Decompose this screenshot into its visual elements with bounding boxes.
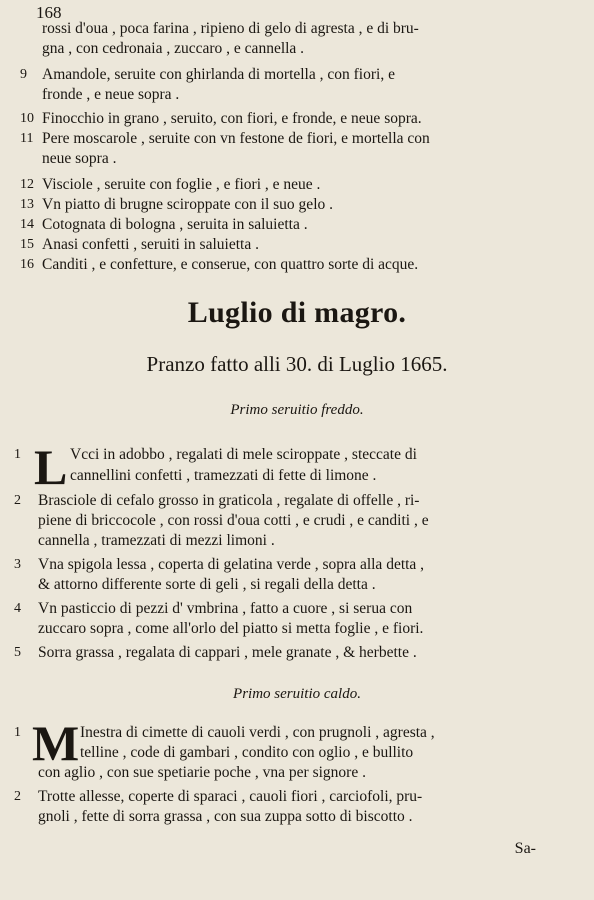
item-number: 9 [20, 67, 27, 82]
list-line: Vn pasticcio di pezzi d' vmbrina , fatto a cuore , si serua con [38, 600, 413, 617]
drop-cap: L [34, 439, 68, 495]
list-line: Finocchio in grano , seruito, con fiori, e fronde, e neue sopra. [42, 110, 422, 127]
list-line: piene di briccocole , con rossi d'oua cotti , e crudi , e canditi , e [38, 512, 429, 529]
list-line: gna , con cedronaia , zuccaro , e cannella . [42, 40, 305, 57]
list-line: fronde , e neue sopra . [42, 86, 180, 103]
subtitle: Pranzo fatto alli 30. di Luglio 1665. [146, 352, 448, 376]
item-number: 16 [20, 257, 34, 272]
list-line: Cotognata di bologna , seruita in saluietta . [42, 216, 308, 233]
section-heading-hot: Primo seruitio caldo. [233, 686, 361, 702]
drop-cap: M [32, 715, 80, 771]
list-line: Pere moscarole , seruite con vn festone de fiori, e mortella con [42, 130, 430, 147]
list-line: Amandole, seruite con ghirlanda di mortella , con fiori, e [42, 66, 395, 83]
list-line: Anasi confetti , seruiti in saluietta . [42, 236, 259, 253]
page-title: Luglio di magro. [187, 296, 407, 329]
item-number: 13 [20, 197, 34, 212]
item-number: 2 [14, 493, 21, 508]
list-line: & attorno differente sorte di geli , si regali della detta . [38, 576, 376, 593]
list-line: zuccaro sopra , come all'orlo del piatto si metta foglie , e fiori. [38, 620, 424, 637]
item-number: 3 [14, 557, 21, 572]
item-number: 15 [20, 237, 34, 252]
item-number: 4 [14, 601, 21, 616]
list-line: Visciole , seruite con foglie , e fiori , e neue . [42, 176, 321, 193]
list-line: Brasciole di cefalo grosso in graticola , regalate di offelle , ri- [38, 492, 420, 509]
list-line: Trotte allesse, coperte di sparaci , cauoli fiori , carciofoli, pru- [38, 788, 423, 805]
list-line: Canditi , e confetture, e conserue, con quattro sorte di acque. [42, 256, 419, 273]
list-line: cannellini confetti , tramezzati di fette di limone . [70, 467, 377, 484]
list-line: rossi d'oua , poca farina , ripieno di gelo di agresta , e di bru- [42, 20, 419, 37]
section-heading-cold: Primo seruitio freddo. [230, 402, 364, 418]
list-line: neue sopra . [42, 150, 117, 167]
item-number: 2 [14, 789, 21, 804]
item-number: 1 [14, 447, 21, 462]
list-line: Vn piatto di brugne sciroppate con il suo gelo . [42, 196, 333, 213]
list-line: cannella , tramezzati di mezzi limoni . [38, 532, 275, 549]
list-line: telline , code di gambari , condito con oglio , e bullito [80, 744, 414, 761]
list-line: gnoli , fette di sorra grassa , con sua zuppa sotto di biscotto . [38, 808, 413, 825]
item-number: 14 [20, 217, 34, 232]
list-line: Vcci in adobbo , regalati di mele sciroppate , steccate di [70, 446, 417, 463]
item-number: 11 [20, 131, 34, 146]
item-number: 1 [14, 725, 21, 740]
item-number: 10 [20, 111, 34, 126]
list-line: Vna spigola lessa , coperta di gelatina verde , sopra alla detta , [38, 556, 425, 573]
item-number: 12 [20, 177, 34, 192]
catchword: Sa- [514, 840, 536, 857]
page-number: 168 [36, 3, 62, 22]
item-number: 5 [14, 645, 21, 660]
list-line: con aglio , con sue spetiarie poche , vna per signore . [38, 764, 366, 781]
list-line: Inestra di cimette di cauoli verdi , con prugnoli , agresta , [80, 724, 435, 741]
list-line: Sorra grassa , regalata di cappari , mele granate , & herbette . [38, 644, 417, 661]
